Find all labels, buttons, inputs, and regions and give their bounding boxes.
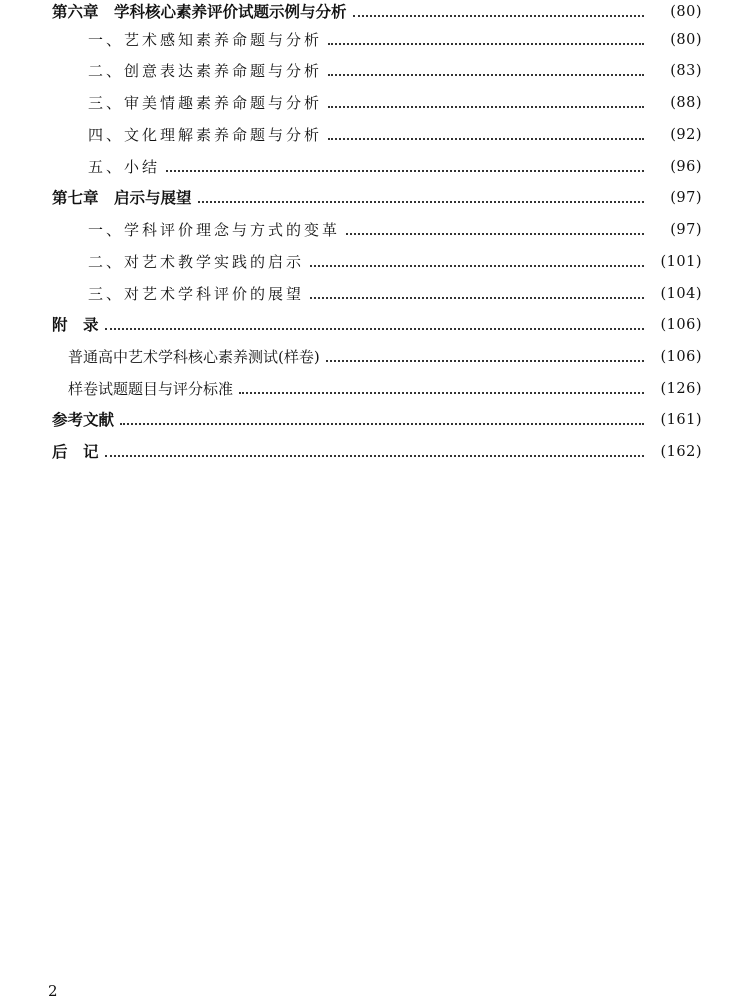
- toc-entry-title: 普通高中艺术学科核心素养测试(样卷): [68, 348, 320, 366]
- dot-leader: [198, 201, 644, 203]
- toc-entry-section[interactable]: [0, 28, 750, 52]
- toc-entry-appendix[interactable]: [0, 313, 750, 337]
- toc-entry-title: 二、对艺术教学实践的启示: [88, 253, 305, 271]
- dot-leader: [105, 328, 644, 330]
- dot-leader: [353, 15, 644, 17]
- toc-entry-title: 一、学科评价理念与方式的变革: [88, 221, 341, 239]
- dot-leader: [326, 360, 644, 362]
- toc-entry-section[interactable]: [0, 250, 750, 274]
- toc-entry-page: (126): [660, 381, 702, 397]
- dot-leader: [310, 297, 644, 299]
- toc-entry-section[interactable]: [0, 123, 750, 147]
- toc-entry-page: (104): [660, 286, 702, 302]
- toc-entry-page: (88): [670, 95, 702, 111]
- toc-entry-title: 三、审美情趣素养命题与分析: [88, 94, 323, 112]
- dot-leader: [328, 74, 644, 76]
- toc-entry-page: (80): [670, 4, 702, 20]
- toc-entry-title: 后 记: [52, 442, 99, 461]
- toc-entry-section[interactable]: [0, 59, 750, 83]
- toc-entry-title: 参考文献: [52, 410, 115, 429]
- toc-entry-section[interactable]: [0, 282, 750, 306]
- dot-leader: [166, 170, 644, 172]
- toc-entry-page: (106): [660, 349, 702, 365]
- toc-entry-afterword[interactable]: [0, 440, 750, 464]
- toc-entry-title: 五、小结: [88, 158, 161, 176]
- toc-entry-appendix-item[interactable]: [0, 377, 750, 401]
- toc-entry-page: (97): [670, 190, 702, 206]
- dot-leader: [105, 455, 644, 457]
- toc-entry-page: (161): [660, 412, 702, 428]
- toc-entry-section[interactable]: [0, 155, 750, 179]
- toc-entry-page: (96): [670, 159, 702, 175]
- toc-entry-page: (97): [670, 222, 702, 238]
- dot-leader: [328, 106, 644, 108]
- toc-entry-appendix-item[interactable]: [0, 345, 750, 369]
- toc-entry-page: (101): [660, 254, 702, 270]
- toc-entry-page: (92): [670, 127, 702, 143]
- dot-leader: [328, 138, 644, 140]
- toc-entry-references[interactable]: [0, 408, 750, 432]
- toc-entry-title: 一、艺术感知素养命题与分析: [88, 31, 323, 49]
- toc-entry-title: 第六章 学科核心素养评价试题示例与分析: [52, 2, 347, 21]
- dot-leader: [120, 423, 644, 425]
- toc-entry-chapter-6[interactable]: [0, 0, 750, 24]
- page-number: 2: [48, 982, 58, 1000]
- toc-entry-title: 二、创意表达素养命题与分析: [88, 62, 323, 80]
- toc-entry-title: 附 录: [52, 315, 99, 334]
- toc-entry-title: 样卷试题题目与评分标准: [68, 380, 234, 398]
- toc-entry-chapter-7[interactable]: [0, 186, 750, 210]
- dot-leader: [346, 233, 644, 235]
- toc-entry-title: 三、对艺术学科评价的展望: [88, 285, 305, 303]
- toc-entry-page: (106): [660, 317, 702, 333]
- toc-entry-title: 第七章 启示与展望: [52, 188, 192, 207]
- toc-entry-page: (83): [670, 63, 702, 79]
- toc-entry-section[interactable]: [0, 218, 750, 242]
- dot-leader: [239, 392, 644, 394]
- toc-entry-section[interactable]: [0, 91, 750, 115]
- toc-entry-page: (162): [660, 444, 702, 460]
- dot-leader: [310, 265, 644, 267]
- dot-leader: [328, 43, 644, 45]
- toc-entry-title: 四、文化理解素养命题与分析: [88, 126, 323, 144]
- toc-entry-page: (80): [670, 32, 702, 48]
